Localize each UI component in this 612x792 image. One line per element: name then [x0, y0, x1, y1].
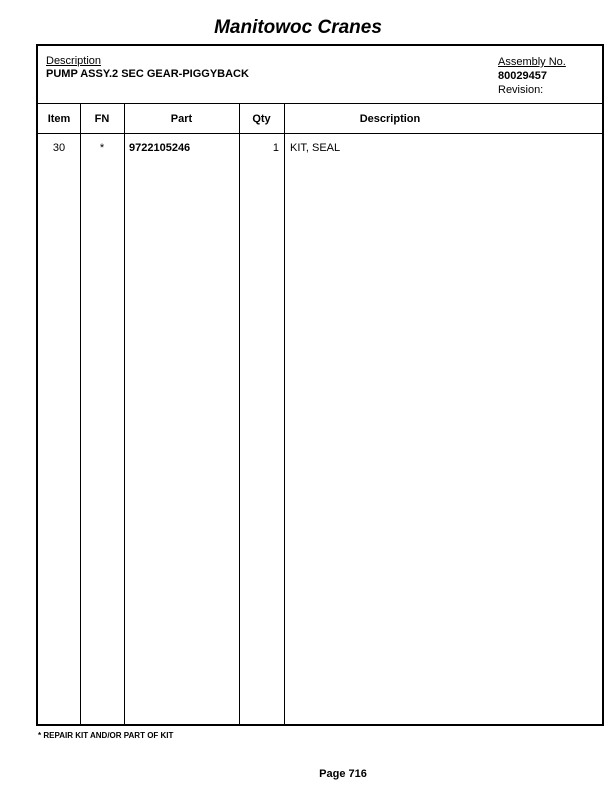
column-header-item: Item: [47, 113, 71, 125]
description-block: [46, 55, 249, 81]
row-item-number: 30: [52, 142, 66, 154]
column-header-qty: Qty: [252, 113, 271, 125]
column-divider: [239, 104, 240, 724]
revision-label: Revision:: [498, 84, 544, 96]
assembly-number: 80029457: [498, 70, 547, 82]
row-part-number: 9722105246: [129, 142, 191, 154]
assembly-label: Assembly No.: [498, 56, 566, 68]
row-quantity: 1: [272, 142, 279, 154]
column-header-row: [38, 104, 602, 134]
row-fn-marker: *: [99, 142, 105, 154]
page-number: Page 716: [319, 768, 367, 780]
description-label: Description: [46, 55, 102, 67]
document-title: Manitowoc Cranes: [214, 17, 382, 38]
column-divider: [124, 104, 125, 724]
column-divider: [80, 104, 81, 724]
assembly-header: [38, 46, 602, 104]
description-value: PUMP ASSY.2 SEC GEAR-PIGGYBACK: [46, 68, 249, 80]
column-divider: [284, 104, 285, 724]
column-header-part: Part: [170, 113, 193, 125]
footnote: * REPAIR KIT AND/OR PART OF KIT: [38, 731, 174, 740]
column-header-fn: FN: [94, 113, 110, 125]
assembly-block: [498, 55, 566, 97]
row-description: KIT, SEAL: [290, 142, 341, 154]
parts-sheet: [36, 44, 604, 726]
column-header-description: Description: [359, 113, 421, 125]
